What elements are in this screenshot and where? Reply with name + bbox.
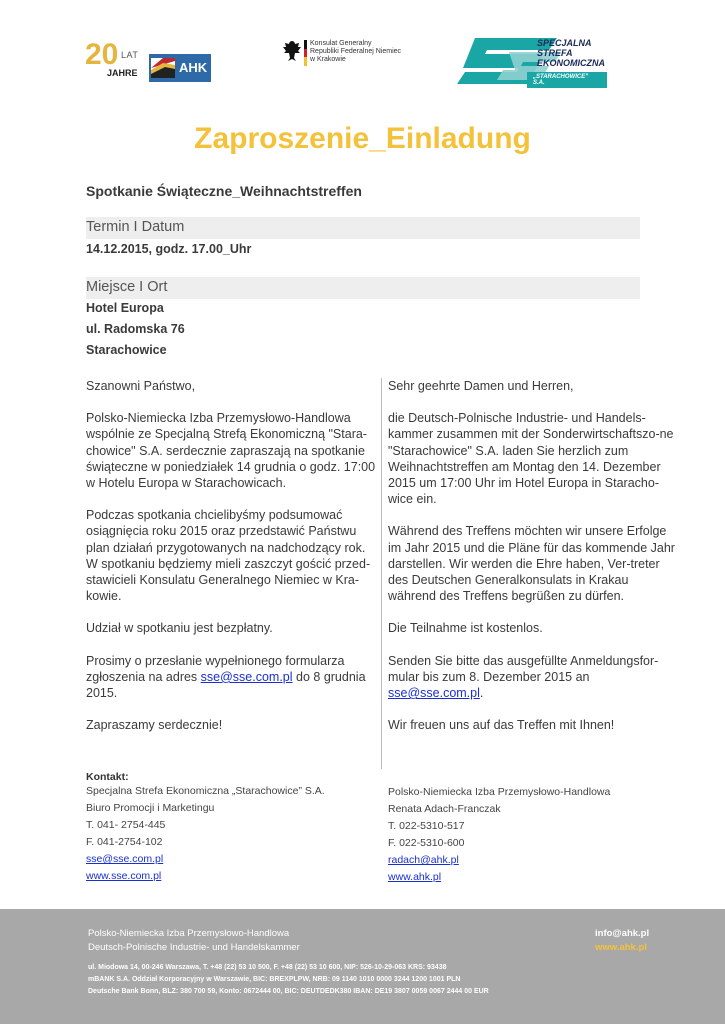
contact-sse-fax: F. 041-2754-102 (86, 836, 163, 848)
ahk-logo-text: AHK (179, 60, 208, 75)
logo-jahre-label: JAHRE (107, 68, 138, 78)
venue-street: ul. Radomska 76 (86, 322, 185, 336)
place-section-heading: Miejsce I Ort (86, 277, 640, 299)
ahk-badge (149, 54, 211, 82)
paragraph-pl-3: Udział w spotkaniu jest bezpłatny. (86, 621, 273, 636)
consulate-logo (283, 40, 413, 70)
ahk-20-years-logo (85, 40, 215, 84)
pl-de-flag-icon (151, 58, 175, 78)
greeting-de: Sehr geehrte Damen und Herren, (388, 379, 574, 393)
anniversary-number: 20 (85, 38, 119, 71)
footer-web[interactable]: www.ahk.pl (595, 942, 647, 953)
event-subtitle: Spotkanie Świąteczne_Weihnachtstreffen (86, 183, 362, 199)
page-footer (0, 909, 725, 1024)
contact-ahk-tel: T. 022-5310-517 (388, 820, 465, 832)
contact-ahk-web-link[interactable]: www.ahk.pl (388, 871, 442, 883)
email-link-de[interactable]: sse@sse.com.pl (388, 686, 480, 701)
contact-ahk-fax: F. 022-5310-600 (388, 837, 465, 849)
paragraph-de-3: Die Teilnahme ist kostenlos. (388, 621, 543, 636)
invitation-title: Zaproszenie_Einladung (194, 122, 531, 155)
column-divider (381, 378, 382, 769)
contact-heading: Kontakt: (86, 771, 129, 783)
paragraph-de-4: Senden Sie bitte das ausgefüllte Anmeldungsfor-mular bis zum 8. Dezember 2015 an sse@sse.com.pl. (388, 653, 659, 701)
federal-eagle-icon (283, 40, 301, 62)
contact-ahk (388, 784, 610, 886)
german-flag-bar (304, 40, 307, 66)
german-letter-column (388, 378, 678, 749)
contact-ahk-org: Polsko-Niemiecka Izba Przemysłowo-Handlowa (388, 786, 611, 798)
greeting-pl: Szanowni Państwo, (86, 379, 196, 393)
sse-logo-tag: „STARACHOWICE” S.A. (527, 72, 607, 88)
contact-sse-tel: T. 041- 2754-445 (86, 819, 166, 831)
closing-pl: Zapraszamy serdecznie! (86, 718, 223, 733)
footer-bank-eur-line: Deutsche Bank Bonn, BLZ: 380 700 59, Konto: 0672444 00, BIC: DEUTDEDK380 IBAN: DE19 3807 0059 0067 2444 00 EUR (88, 988, 489, 995)
paragraph-pl-4: Prosimy o przesłanie wypełnionego formularza zgłoszenia na adres sse@sse.com.pl do 8 grudnia 2015. (86, 653, 366, 701)
polish-letter-column (86, 378, 376, 749)
logo-lat-label: LAT (121, 50, 139, 60)
email-link-pl[interactable]: sse@sse.com.pl (200, 669, 293, 684)
footer-org-pl: Polsko-Niemiecka Izba Przemysłowo-Handlowa (88, 928, 290, 939)
sse-logo-text: SPECJALNA STREFA EKONOMICZNA (537, 38, 605, 68)
footer-email[interactable]: info@ahk.pl (595, 928, 650, 939)
paragraph-pl-2: Podczas spotkania chcielibyśmy podsumować osiągnięcia roku 2015 oraz przedstawić Państwu plan działań przygotowanych na nadchodzący rok. W spotkaniu będziemy mieli zaszczyt gościć przed-stawicieli Konsulatu Generalnego Niemiec w Kra-kowie. (86, 508, 371, 604)
contact-ahk-email-link[interactable]: radach@ahk.pl (388, 854, 459, 866)
paragraph-de-2: Während des Treffens möchten wir unsere Erfolge im Jahr 2015 und die Pläne für das kommende Jahr darstellen. Wir werden die Ehre haben, Ver-treter des Deutschen Generalkonsulats in Krakau während des Treffens begrüßen zu dürfen. (388, 524, 675, 604)
venue-city: Starachowice (86, 343, 167, 357)
footer-bank-pln-line: mBANK S.A. Oddział Korporacyjny w Warszawie, BIC: BREXPLPW, NRB: 09 1140 1010 0000 3244 1200 1001 PLN (88, 976, 461, 983)
event-date: 14.12.2015, godz. 17.00_Uhr (86, 242, 252, 256)
sse-starachowice-logo (457, 36, 607, 88)
contact-sse-org: Specjalna Strefa Ekonomiczna „Starachowice” S.A. (86, 785, 325, 797)
consulate-name: Konsulat Generalny Republiki Federalnej Niemiec w Krakowie (310, 40, 402, 63)
closing-de: Wir freuen uns auf das Treffen mit Ihnen! (388, 718, 615, 733)
contact-sse-web-link[interactable]: www.sse.com.pl (86, 870, 162, 882)
paragraph-pl-1: Polsko-Niemiecka Izba Przemysłowo-Handlowa wspólnie ze Specjalną Strefą Ekonomiczną "Stara-chowice" S.A. serdecznie zapraszają na spotkanie świąteczne w poniedziałek 14 grudnia o godz. 17:00 w Hotelu Europa w Starachowicach. (86, 411, 376, 491)
contact-sse-email-link[interactable]: sse@sse.com.pl (86, 853, 164, 865)
paragraph-de-1: die Deutsch-Polnische Industrie- und Handels-kammer zusammen mit der Sonderwirtschaftszo-ne "Starachowice" S.A. laden Sie herzlich zum Weihnachtstreffen am Montag den 14. Dezember 2015 um 17:00 Uhr im Hotel Europa in Staracho-wice ein. (388, 411, 674, 507)
venue-name: Hotel Europa (86, 301, 164, 315)
footer-org-de: Deutsch-Polnische Industrie- und Handelskammer (88, 942, 300, 953)
contact-ahk-person: Renata Adach-Franczak (388, 803, 501, 815)
date-section-heading: Termin I Datum (86, 217, 640, 239)
contact-sse (86, 771, 325, 885)
contact-sse-dept: Biuro Promocji i Marketingu (86, 802, 215, 814)
footer-address-line: ul. Miodowa 14, 00-246 Warszawa, T. +48 (22) 53 10 500, F. +48 (22) 53 10 600, NIP: 526-10-29-063 KRS: 93438 (88, 964, 447, 971)
